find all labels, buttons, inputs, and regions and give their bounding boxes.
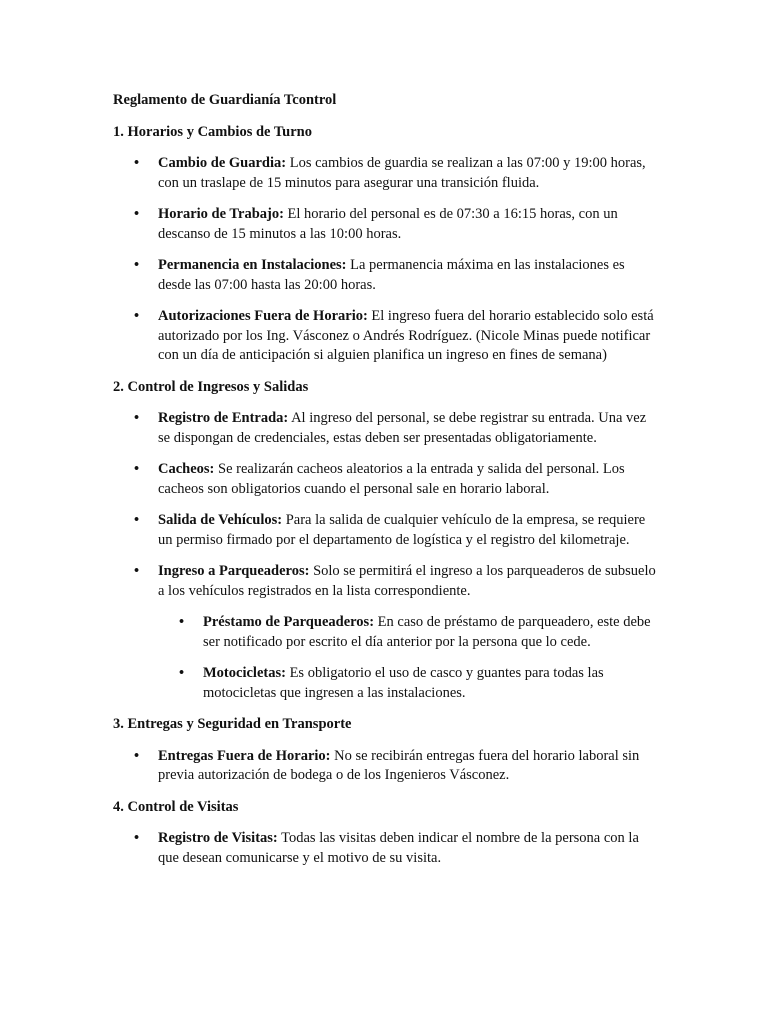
rule-title: Permanencia en Instalaciones: xyxy=(158,257,347,273)
rule-title: Registro de Entrada: xyxy=(158,410,289,426)
rule-title: Horario de Trabajo: xyxy=(158,206,284,222)
rule-text: Es obligatorio el uso de casco y guantes para todas las motocicletas que ingresen a las instalaciones. xyxy=(203,665,604,701)
rule-item-horario-de-trabajo xyxy=(113,205,658,244)
rule-title: Autorizaciones Fuera de Horario: xyxy=(158,308,368,324)
bullet-icon: • xyxy=(179,665,185,681)
rule-text: Solo se permitirá el ingreso a los parqueaderos de subsuelo a los vehículos registrados en la lista correspondiente. xyxy=(158,563,656,599)
rule-item-cambio-de-guardia xyxy=(113,154,658,193)
section-heading-visitas: 4. Control de Visitas xyxy=(113,798,239,815)
rule-text: El ingreso fuera del horario establecido solo está autorizado por los Ing. Vásconez o Andrés Rodríguez. (Nicole Minas puede notificar con un día de anticipación si alguien planifica un ingreso en fines de semana) xyxy=(158,308,654,363)
rule-list-ingresos xyxy=(113,409,658,703)
bullet-icon: • xyxy=(134,257,140,273)
bullet-icon: • xyxy=(134,830,140,846)
rule-item-registro-de-visitas xyxy=(113,829,658,868)
rule-title: Entregas Fuera de Horario: xyxy=(158,747,331,764)
rule-text: La permanencia máxima en las instalaciones es desde las 07:00 hasta las 20:00 horas. xyxy=(158,257,625,293)
bullet-icon: • xyxy=(134,308,140,324)
rule-title: Cambio de Guardia: xyxy=(158,155,287,171)
bullet-icon: • xyxy=(134,410,140,426)
rule-item-entregas-fuera-de-horario xyxy=(113,747,658,786)
rule-item-motocicletas xyxy=(113,664,658,703)
document-page xyxy=(113,89,658,880)
rule-title: Cacheos: xyxy=(158,461,215,477)
rule-text: Todas las visitas deben indicar el nombre de la persona con la que desean comunicarse y el motivo de su visita. xyxy=(158,830,639,866)
rule-title: Préstamo de Parqueaderos: xyxy=(203,614,375,630)
bullet-icon: • xyxy=(134,155,140,171)
rule-item-autorizaciones xyxy=(113,307,658,366)
rule-item-cacheos xyxy=(113,460,658,499)
rule-title: Salida de Vehículos: xyxy=(158,512,283,528)
rule-list-entregas xyxy=(113,747,658,786)
bullet-icon: • xyxy=(134,461,140,477)
rule-title: Motocicletas: xyxy=(203,665,286,681)
bullet-icon: • xyxy=(134,747,140,764)
section-heading-entregas: 3. Entregas y Seguridad en Transporte xyxy=(113,716,352,732)
rule-title: Registro de Visitas: xyxy=(158,830,278,846)
section-heading-horarios: 1. Horarios y Cambios de Turno xyxy=(113,123,312,140)
rule-item-salida-de-vehiculos xyxy=(113,511,658,550)
rule-title: Ingreso a Parqueaderos: xyxy=(158,563,310,579)
bullet-icon: • xyxy=(134,512,140,528)
rule-item-registro-de-entrada xyxy=(113,409,658,448)
bullet-icon: • xyxy=(134,206,140,222)
section-heading-ingresos: 2. Control de Ingresos y Salidas xyxy=(113,378,309,395)
rule-text: Para la salida de cualquier vehículo de la empresa, se requiere un permiso firmado por el departamento de logística y el registro del kilometraje. xyxy=(158,512,646,548)
rule-text: Se realizarán cacheos aleatorios a la entrada y salida del personal. Los cacheos son obligatorios cuando el personal sale en horario laboral. xyxy=(158,461,625,497)
rule-text: En caso de préstamo de parqueadero, este debe ser notificado por escrito el día anterior por la persona que lo cede. xyxy=(203,614,651,650)
rule-text: No se recibirán entregas fuera del horario laboral sin previa autorización de bodega o de los Ingenieros Vásconez. xyxy=(158,747,640,783)
rule-text: El horario del personal es de 07:30 a 16:15 horas, con un descanso de 15 minutos a las 10:00 horas. xyxy=(158,206,618,242)
rule-text: Los cambios de guardia se realizan a las 07:00 y 19:00 horas, con un traslape de 15 minutos para asegurar una transición fluida. xyxy=(158,155,646,191)
rule-text: Al ingreso del personal, se debe registrar su entrada. Una vez se dispongan de credenciales, estas deben ser presentadas obligatoriamente. xyxy=(158,410,647,446)
document-title: Reglamento de Guardianía Tcontrol xyxy=(113,92,337,108)
rule-list-visitas xyxy=(113,829,658,868)
rule-item-prestamo-de-parqueaderos xyxy=(113,613,658,652)
bullet-icon: • xyxy=(134,563,140,579)
bullet-icon: • xyxy=(179,614,185,630)
rule-item-ingreso-a-parqueaderos xyxy=(113,562,658,601)
rule-list-horarios xyxy=(113,154,658,366)
rule-item-permanencia xyxy=(113,256,658,295)
